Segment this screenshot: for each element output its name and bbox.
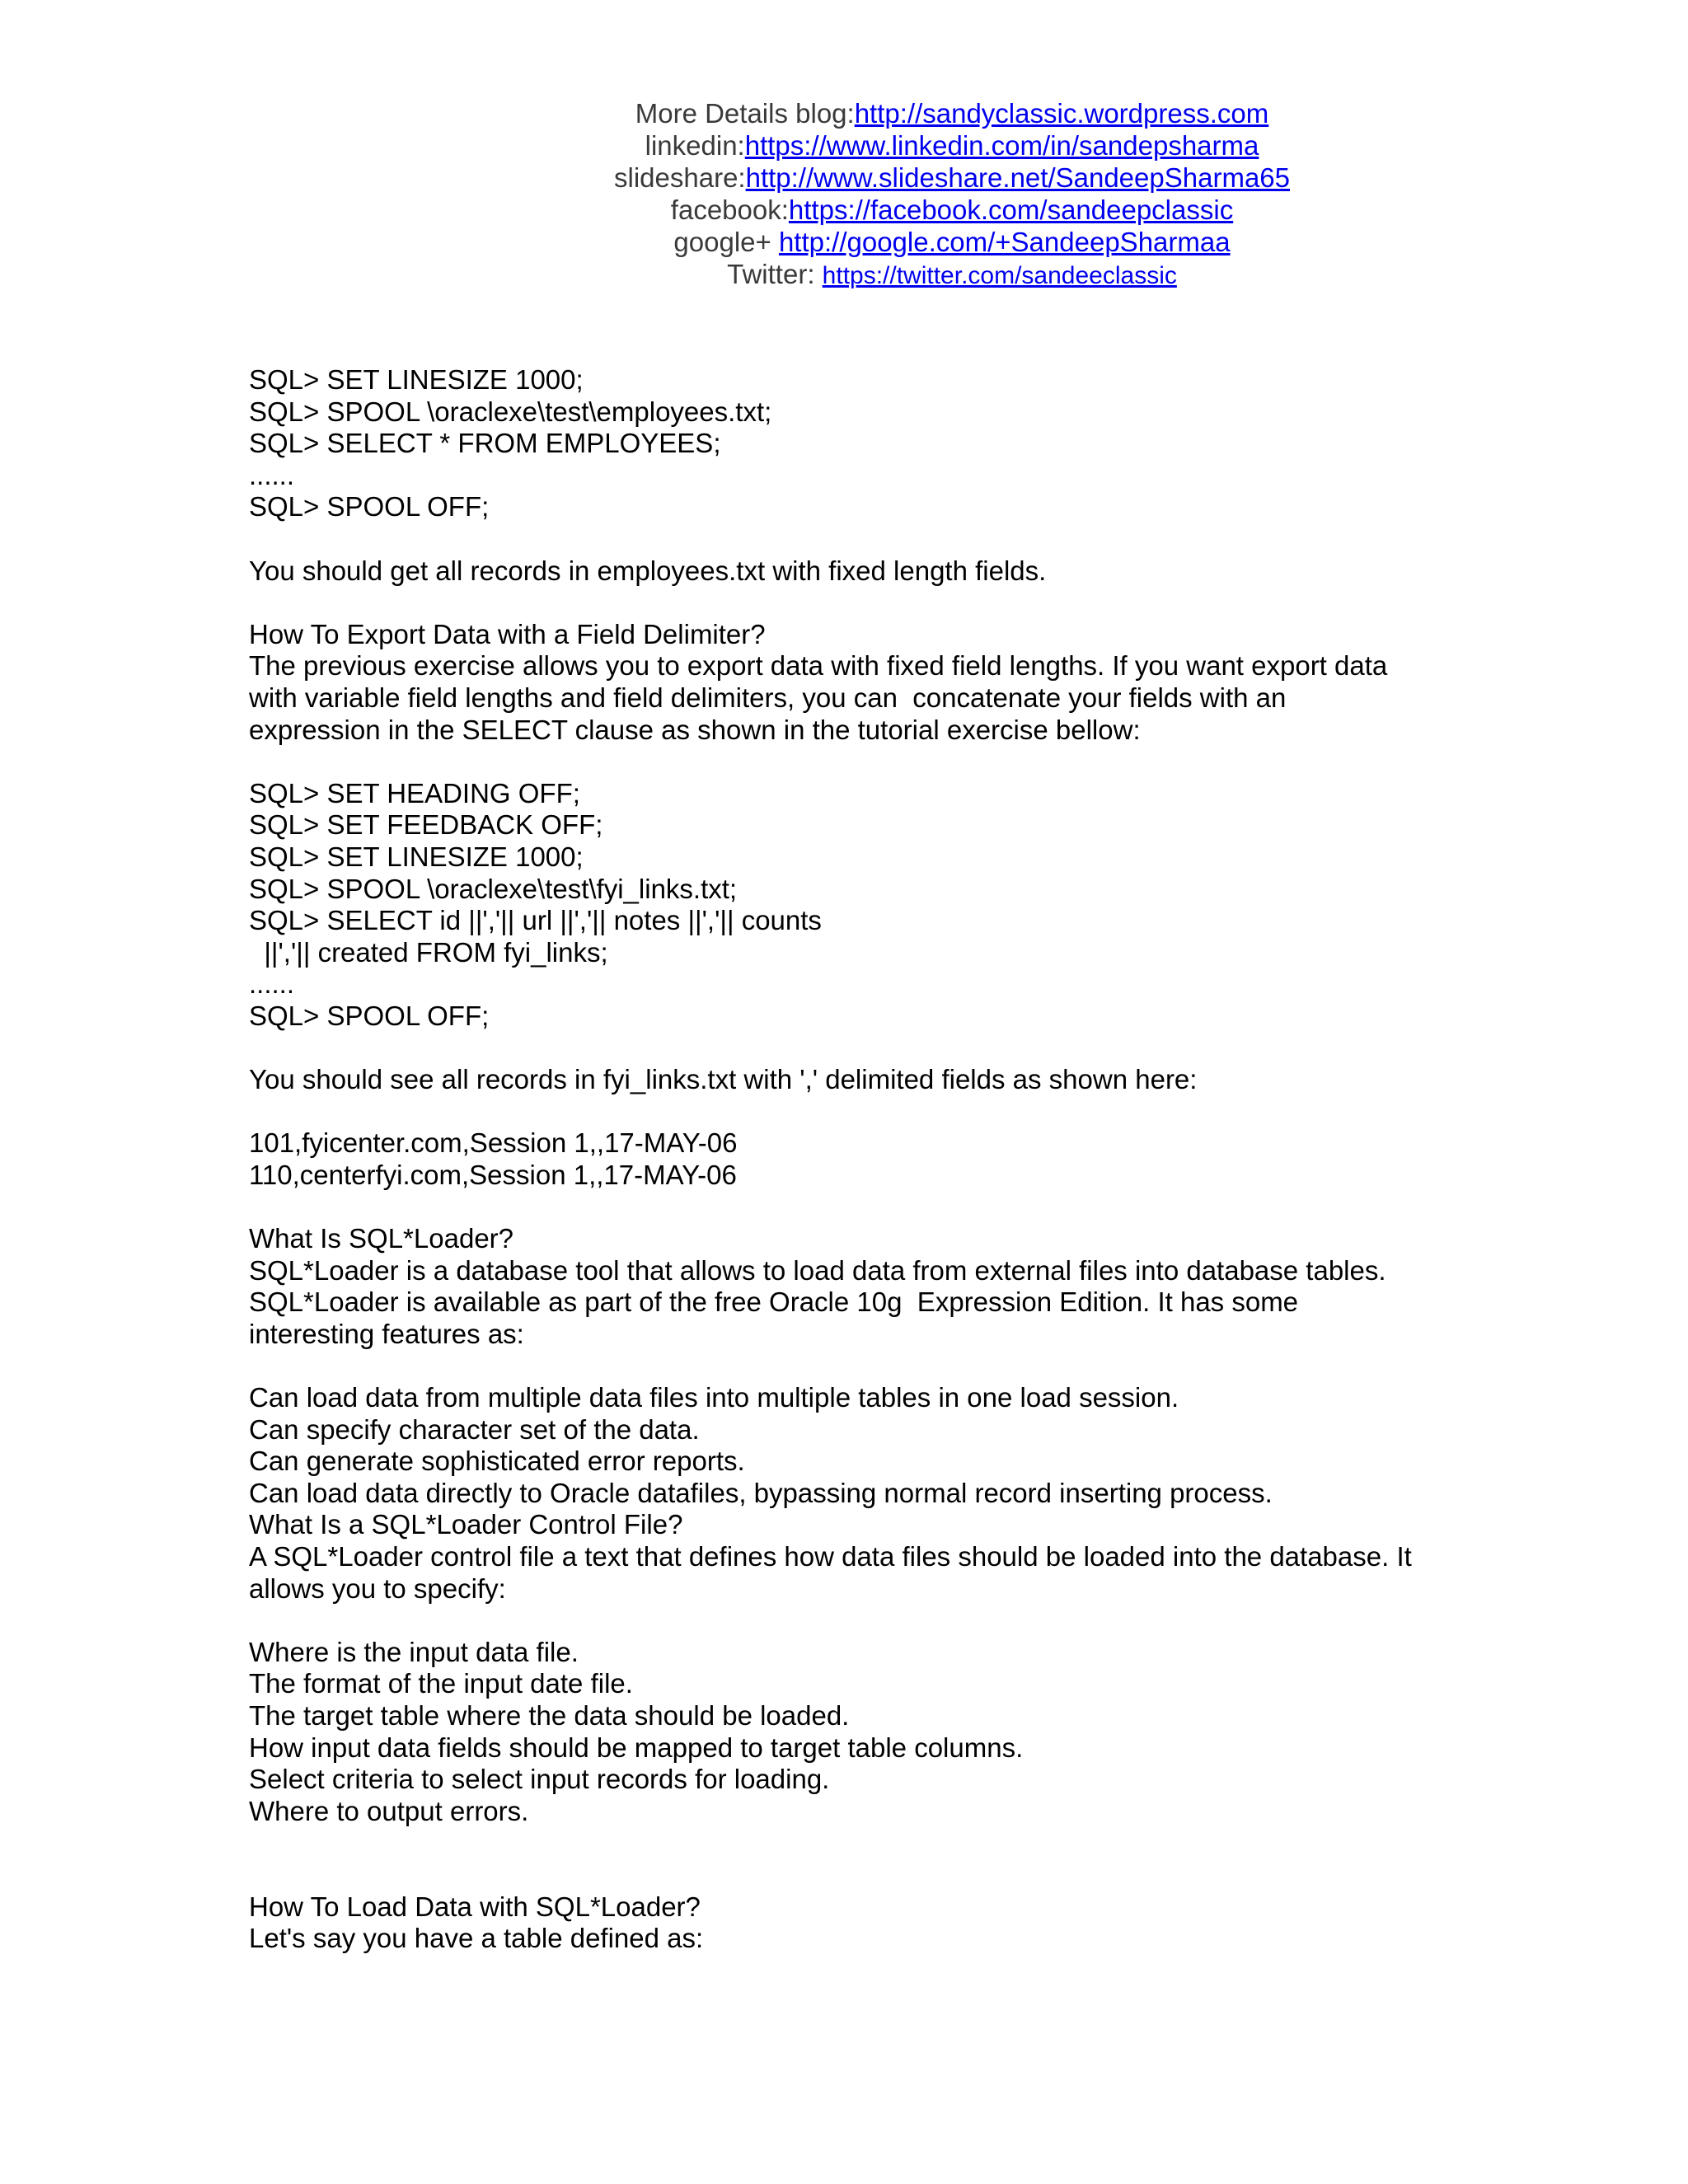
text-line: SQL> SELECT * FROM EMPLOYEES;: [249, 428, 721, 459]
text-line: Can load data directly to Oracle datafiles, bypassing normal record inserting process.: [249, 1477, 1273, 1508]
text-line: interesting features as:: [249, 1318, 524, 1349]
blog-line: [0, 97, 1688, 129]
text-line: [249, 1859, 1452, 1891]
text-line: [249, 1191, 1452, 1223]
text-line: ......: [249, 459, 295, 490]
facebook-link[interactable]: https://facebook.com/sandeepclassic: [788, 194, 1234, 225]
text-line: 110,centerfyi.com,Session 1,,17-MAY-06: [249, 1159, 737, 1190]
contact-header: [0, 97, 1688, 292]
text-line: SQL> SPOOL OFF;: [249, 491, 490, 523]
document-body: [249, 364, 1452, 1955]
text-line: Can load data from multiple data files into multiple tables in one load session.: [249, 1382, 1179, 1413]
slideshare-link[interactable]: http://www.slideshare.net/SandeepSharma65: [745, 162, 1290, 193]
text-line: expression in the SELECT clause as shown in the tutorial exercise bellow:: [249, 714, 1141, 745]
text-line: Where to output errors.: [249, 1795, 529, 1826]
text-line: ......: [249, 968, 295, 1000]
text-line: How input data fields should be mapped to target table columns.: [249, 1732, 1024, 1763]
text-line: [249, 1605, 1452, 1637]
text-line: SQL> SPOOL \oraclexe\test\employees.txt;: [249, 396, 772, 427]
text-line: SQL> SPOOL \oraclexe\test\fyi_links.txt;: [249, 873, 738, 904]
google-label: google+: [673, 227, 779, 257]
text-line: SQL> SET HEADING OFF;: [249, 777, 580, 808]
text-line: SQL*Loader is available as part of the free Oracle 10g Expression Edition. It has some: [249, 1286, 1299, 1318]
facebook-label: facebook:: [670, 194, 789, 225]
slideshare-label: slideshare:: [614, 162, 746, 193]
google-line: [0, 226, 1688, 258]
text-line: [249, 1350, 1452, 1382]
text-line: with variable field lengths and field delimiters, you can concatenate your fields with an: [249, 682, 1287, 713]
text-line: What Is SQL*Loader?: [249, 1223, 514, 1254]
text-line: ||','|| created FROM fyi_links;: [249, 936, 608, 968]
text-line: Where is the input data file.: [249, 1636, 579, 1667]
text-line: Select criteria to select input records for loading.: [249, 1764, 830, 1795]
text-line: [249, 1096, 1452, 1128]
text-line: [249, 587, 1452, 619]
twitter-line: [0, 258, 1688, 292]
text-line: How To Export Data with a Field Delimiter?: [249, 618, 766, 649]
blog-label: More Details blog:: [635, 98, 855, 129]
text-line: The previous exercise allows you to export data with fixed field lengths. If you want export data: [249, 650, 1388, 682]
text-line: [249, 1032, 1452, 1064]
text-line: SQL*Loader is a database tool that allows to load data from external files into database tables.: [249, 1254, 1386, 1286]
text-line: You should see all records in fyi_links.txt with ',' delimited fields as shown here:: [249, 1064, 1198, 1095]
text-line: Let's say you have a table defined as:: [249, 1923, 704, 1954]
text-line: [249, 523, 1452, 555]
text-line: allows you to specify:: [249, 1572, 506, 1604]
text-line: SQL> SELECT id ||','|| url ||','|| notes ||','|| counts: [249, 905, 822, 936]
slideshare-line: [0, 162, 1688, 194]
text-line: SQL> SET FEEDBACK OFF;: [249, 809, 603, 841]
text-line: SQL> SET LINESIZE 1000;: [249, 841, 584, 872]
text-line: SQL> SPOOL OFF;: [249, 1000, 490, 1031]
linkedin-label: linkedin:: [645, 130, 745, 161]
text-line: How To Load Data with SQL*Loader?: [249, 1891, 701, 1922]
linkedin-link[interactable]: https://www.linkedin.com/in/sandepsharma: [744, 130, 1259, 161]
twitter-link[interactable]: https://twitter.com/sandeeclassic: [822, 262, 1177, 289]
text-line: You should get all records in employees.txt with fixed length fields.: [249, 555, 1047, 586]
text-line: What Is a SQL*Loader Control File?: [249, 1509, 683, 1540]
text-line: A SQL*Loader control file a text that defines how data files should be loaded into the database. It: [249, 1540, 1412, 1572]
text-line: 101,fyicenter.com,Session 1,,17-MAY-06: [249, 1127, 738, 1159]
text-line: [249, 1827, 1452, 1859]
text-line: Can specify character set of the data.: [249, 1413, 700, 1445]
text-line: Can generate sophisticated error reports.: [249, 1446, 745, 1477]
text-line: The format of the input date file.: [249, 1668, 633, 1699]
linkedin-line: [0, 129, 1688, 162]
twitter-label: Twitter:: [727, 259, 823, 289]
text-line: [249, 746, 1452, 778]
blog-link[interactable]: http://sandyclassic.wordpress.com: [854, 98, 1269, 129]
text-line: SQL> SET LINESIZE 1000;: [249, 364, 584, 395]
text-line: The target table where the data should be loaded.: [249, 1699, 850, 1731]
google-link[interactable]: http://google.com/+SandeepSharmaa: [778, 227, 1231, 257]
facebook-line: [0, 194, 1688, 226]
